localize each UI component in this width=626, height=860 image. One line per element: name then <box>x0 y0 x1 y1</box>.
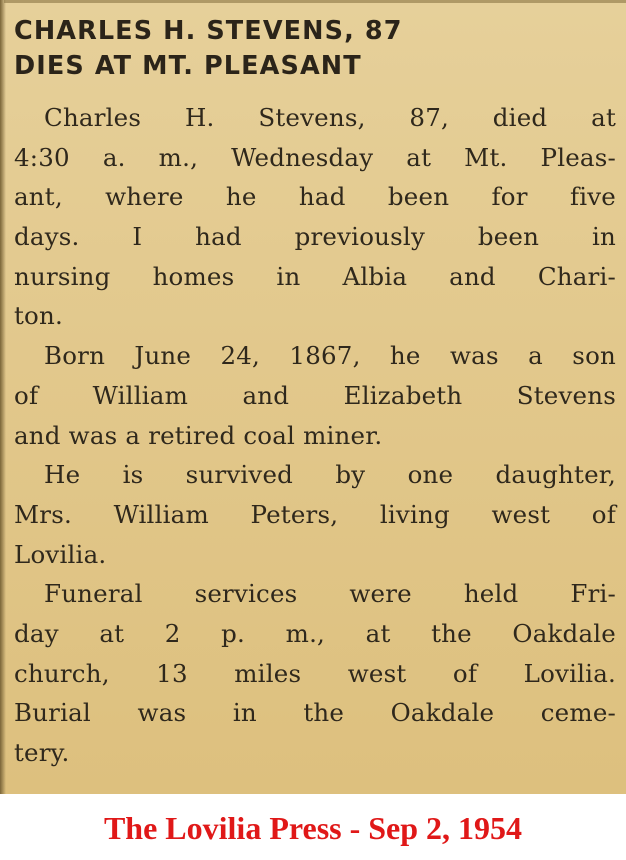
headline-line: DIES AT MT. PLEASANT <box>14 51 362 81</box>
text-line: Lovilia. <box>14 539 107 569</box>
text-line: nursing homes in Albia and Chari- <box>14 261 616 291</box>
text-line: Funeral services were held Fri- <box>44 579 616 609</box>
text-line: and was a retired coal miner. <box>14 420 383 450</box>
paragraph-birth <box>14 336 616 455</box>
headline-line: CHARLES H. STEVENS, 87 <box>14 16 403 46</box>
text-line: 4:30 a. m., Wednesday at Mt. Pleas- <box>14 142 616 172</box>
text-line: tery. <box>14 738 70 767</box>
headline <box>14 14 403 84</box>
text-line: church, 13 miles west of Lovilia. <box>14 658 616 688</box>
text-line: He is survived by one daughter, <box>44 460 616 490</box>
text-line: Mrs. William Peters, living west of <box>14 499 616 529</box>
article-body <box>14 98 616 773</box>
text-line: Charles H. Stevens, 87, died at <box>44 103 616 132</box>
text-line: Born June 24, 1867, he was a son <box>44 341 616 371</box>
text-line: day at 2 p. m., at the Oakdale <box>14 618 616 648</box>
paragraph-funeral <box>14 574 616 772</box>
text-line: of William and Elizabeth Stevens <box>14 380 616 410</box>
paragraph-death-notice <box>14 98 616 336</box>
text-line: Burial was in the Oakdale ceme- <box>14 698 616 728</box>
text-line: days. I had previously been in <box>14 222 616 252</box>
source-caption: The Lovilia Press - Sep 2, 1954 <box>103 810 523 846</box>
paragraph-survivors <box>14 455 616 574</box>
text-line: ton. <box>14 301 63 331</box>
text-line: ant, where he had been for five <box>14 182 616 212</box>
